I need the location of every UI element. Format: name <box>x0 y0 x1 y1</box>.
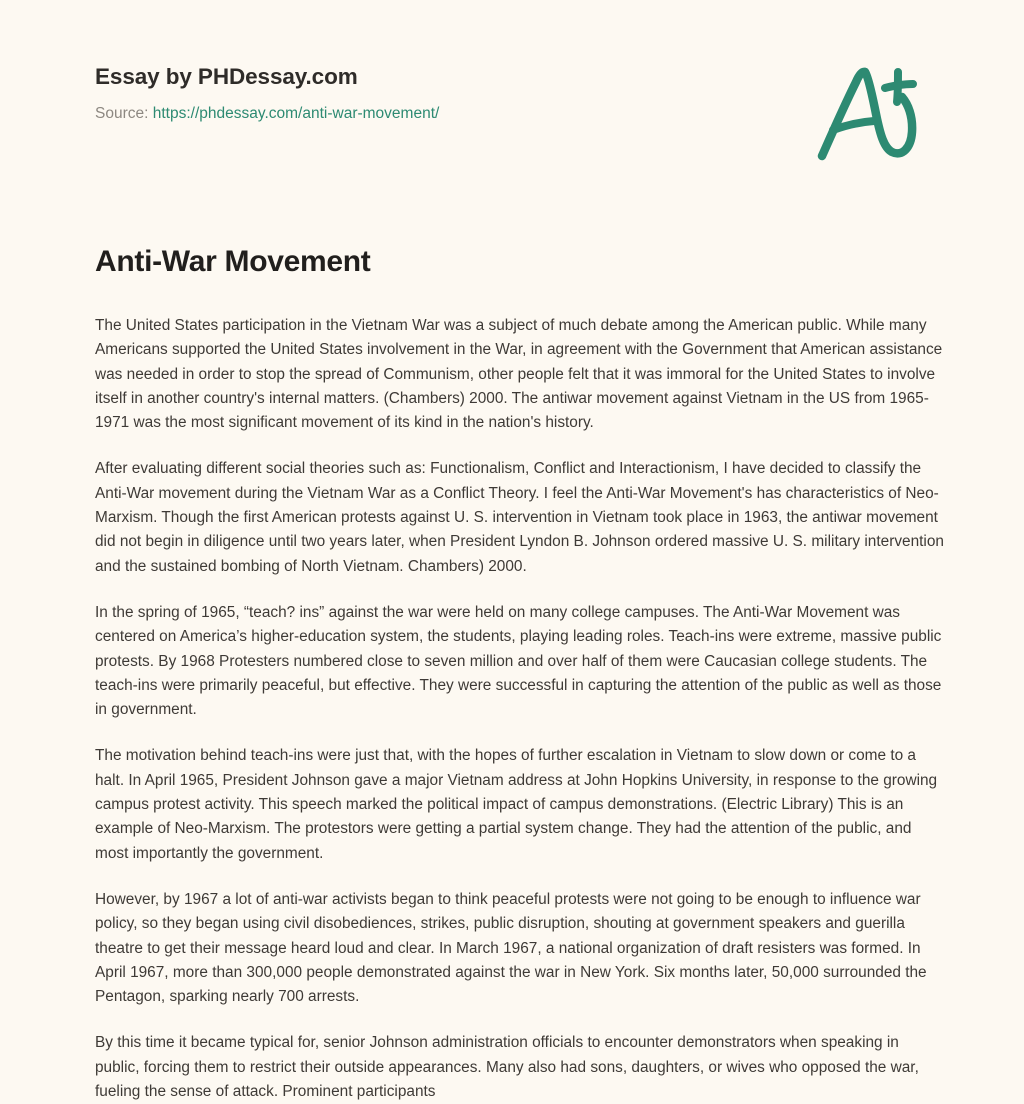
essay-body <box>95 314 945 1104</box>
paragraph: By this time it became typical for, senior Johnson administration officials to encounter demonstrators when speaking in public, forcing them to restrict their outside appearances. Many also had sons, daughters, or wives who opposed the war, fueling the sense of attack. Prominent participants <box>95 1034 919 1101</box>
brand-block <box>95 66 439 121</box>
paragraph: However, by 1967 a lot of anti-war activists began to think peaceful protests were not going to be enough to influence war policy, so they began using civil disobediences, strikes, public disruption, shouting at government speakers and guerilla theatre to get their message heard loud and clear. In March 1967, a national organization of draft resisters was formed. In April 1967, more than 300,000 people demonstrated against the war in New York. Six months later, 50,000 surrounded the Pentagon, sparking nearly 700 arrests. <box>95 890 927 1006</box>
paragraph: After evaluating different social theories such as: Functionalism, Conflict and Interactionism, I have decided to classify the Anti-War movement during the Vietnam War as a Conflict Theory. I feel the Anti-War Movement's has characteristics of Neo-Marxism. Though the first American protests against U. S. intervention in Vietnam took place in 1963, the antiwar movement did not begin in diligence until two years later, when President Lyndon B. Johnson ordered massive U. S. military intervention and the sustained bombing of North Vietnam. Chambers) 2000. <box>95 460 944 575</box>
a-plus-logo-icon <box>812 64 924 164</box>
source-label: Source: <box>95 104 149 122</box>
paragraph: The motivation behind teach-ins were just that, with the hopes of further escalation in Vietnam to slow down or come to a halt. In April 1965, President Johnson gave a major Vietnam address at John Hopkins University, in response to the growing campus protest activity. This speech marked the political impact of campus demonstrations. (Electric Library) This is an example of Neo-Marxism. The protestors were getting a partial system change. They had the attention of the public, and most importantly the government. <box>95 747 938 862</box>
brand-title: Essay by PHDessay.com <box>95 64 358 89</box>
source-line <box>95 106 439 122</box>
paragraph: The United States participation in the Vietnam War was a subject of much debate among the American public. While many Americans supported the United States involvement in the War, in agreement with the Government that American assistance was needed in order to stop the spread of Communism, other people felt that it was immoral for the United States to involve itself in another country's internal matters. (Chambers) 2000. The antiwar movement against Vietnam in the US from 1965-1971 was the most significant movement of its kind in the nation's history. <box>95 317 943 432</box>
page-title: Anti-War Movement <box>95 245 371 278</box>
source-url-link[interactable]: https://phdessay.com/anti-war-movement/ <box>152 104 440 122</box>
paragraph: In the spring of 1965, “teach? ins” against the war were held on many college campuses. The Anti-War Movement was centered on America’s higher-education system, the students, playing leading roles. Teach-ins were extreme, massive public protests. By 1968 Protesters numbered close to seven million and over half of them were Caucasian college students. The teach-ins were primarily peaceful, but effective. They were successful in capturing the attention of the public as well as those in government. <box>95 603 942 719</box>
site-header <box>0 0 1024 164</box>
article <box>0 245 1024 1104</box>
